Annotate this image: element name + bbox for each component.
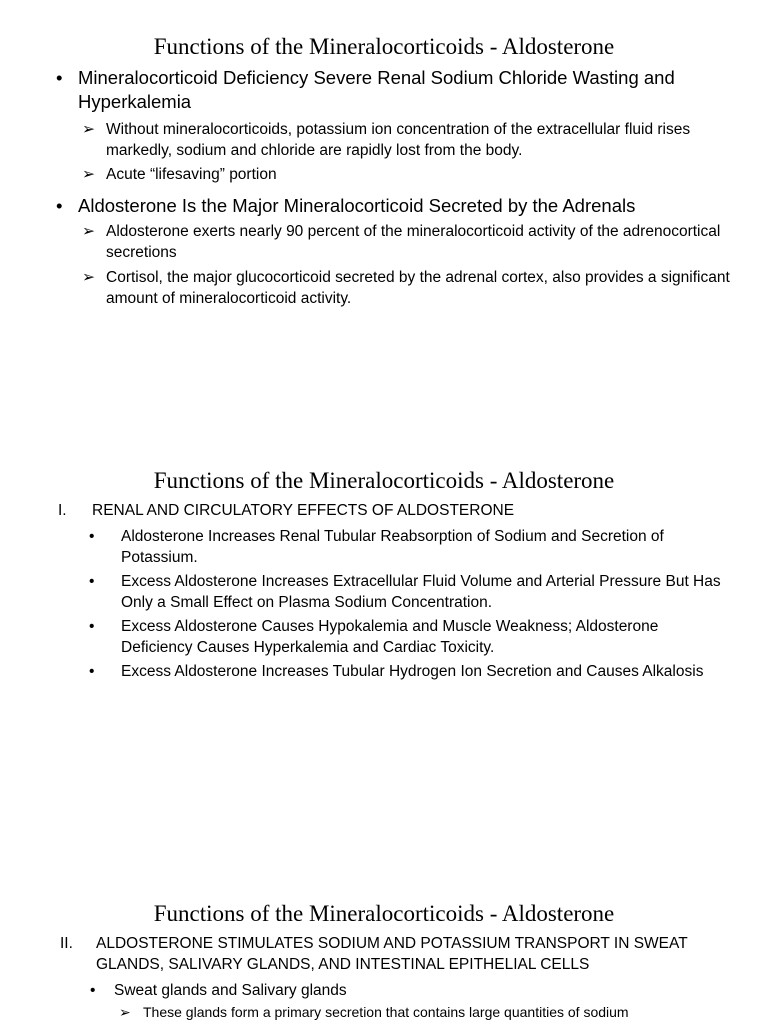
slide-3-title: Functions of the Mineralocorticoids - Aldosterone — [153, 901, 615, 926]
arrow-bullet-icon: ➢ — [82, 166, 95, 183]
bullet-marker: • — [56, 195, 63, 216]
bullet-text: Sweat glands and Salivary glands — [114, 982, 347, 999]
sub-bullet-text: These glands form a primary secretion that contains large quantities of sodium — [143, 1004, 629, 1020]
slide-2-bullet-1 — [89, 526, 721, 568]
bullet-text: Aldosterone Is the Major Mineralocorticoid Secreted by the Adrenals — [78, 195, 636, 216]
bullet-text: Excess Aldosterone Increases Tubular Hydrogen Ion Secretion and Causes Alkalosis — [121, 663, 704, 680]
slide-2-bullet-2 — [89, 571, 721, 613]
slide-2-title: Functions of the Mineralocorticoids - Aldosterone — [153, 468, 615, 493]
bullet-marker: • — [89, 528, 95, 545]
roman-numeral-marker: II. — [60, 935, 73, 952]
slide-1-bullet-2 — [56, 194, 748, 218]
bullet-text: Aldosterone Increases Renal Tubular Reabsorption of Sodium and Secretion of Potassium. — [121, 528, 664, 566]
slide-2-section-heading — [58, 500, 732, 521]
section-heading-text: ALDOSTERONE STIMULATES SODIUM AND POTASSIUM TRANSPORT IN SWEAT GLANDS, SALIVARY GLANDS, AND INTESTINAL EPITHELIAL CELLS — [96, 935, 688, 973]
bullet-text: Excess Aldosterone Increases Extracellular Fluid Volume and Arterial Pressure But Has Only a Small Effect on Plasma Sodium Concentration. — [121, 573, 721, 611]
slide-1-sub-bullet-1 — [82, 119, 742, 161]
slide-1-title: Functions of the Mineralocorticoids - Aldosterone — [153, 34, 615, 59]
bullet-text: Excess Aldosterone Causes Hypokalemia and Muscle Weakness; Aldosterone Deficiency Causes Hyperkalemia and Cardiac Toxicity. — [121, 618, 659, 656]
slide-1-sub-bullet-2 — [82, 164, 742, 185]
sub-bullet-text: Acute “lifesaving” portion — [106, 166, 277, 183]
arrow-bullet-icon: ➢ — [82, 121, 95, 138]
arrow-bullet-icon: ➢ — [119, 1004, 131, 1020]
bullet-marker: • — [89, 663, 95, 680]
arrow-bullet-icon: ➢ — [82, 269, 95, 286]
bullet-marker: • — [89, 573, 95, 590]
slide-3-section-heading — [60, 933, 696, 975]
sub-bullet-text: Cortisol, the major glucocorticoid secreted by the adrenal cortex, also provides a significant amount of mineralocorticoid activity. — [106, 269, 730, 307]
roman-numeral-marker: I. — [58, 502, 67, 519]
slide-1-sub-bullet-3 — [82, 221, 742, 263]
bullet-marker: • — [56, 67, 63, 88]
slide-2-bullet-3 — [89, 616, 721, 658]
slide-3-sub-bullet-1 — [119, 1003, 743, 1022]
sub-bullet-text: Aldosterone exerts nearly 90 percent of the mineralocorticoid activity of the adrenocortical secretions — [106, 223, 721, 261]
arrow-bullet-icon: ➢ — [82, 223, 95, 240]
bullet-marker: • — [90, 982, 96, 999]
slide-3-bullet-1 — [90, 980, 714, 1001]
slide-2-bullet-4 — [89, 661, 721, 682]
slide-1-sub-bullet-4 — [82, 267, 742, 309]
slide-1-bullet-1 — [56, 66, 738, 114]
section-heading-text: RENAL AND CIRCULATORY EFFECTS OF ALDOSTERONE — [92, 502, 515, 519]
bullet-marker: • — [89, 618, 95, 635]
bullet-text: Mineralocorticoid Deficiency Severe Renal Sodium Chloride Wasting and Hyperkalemia — [78, 67, 675, 112]
sub-bullet-text: Without mineralocorticoids, potassium ion concentration of the extracellular fluid rises markedly, sodium and chloride are rapidly lost from the body. — [106, 121, 691, 159]
